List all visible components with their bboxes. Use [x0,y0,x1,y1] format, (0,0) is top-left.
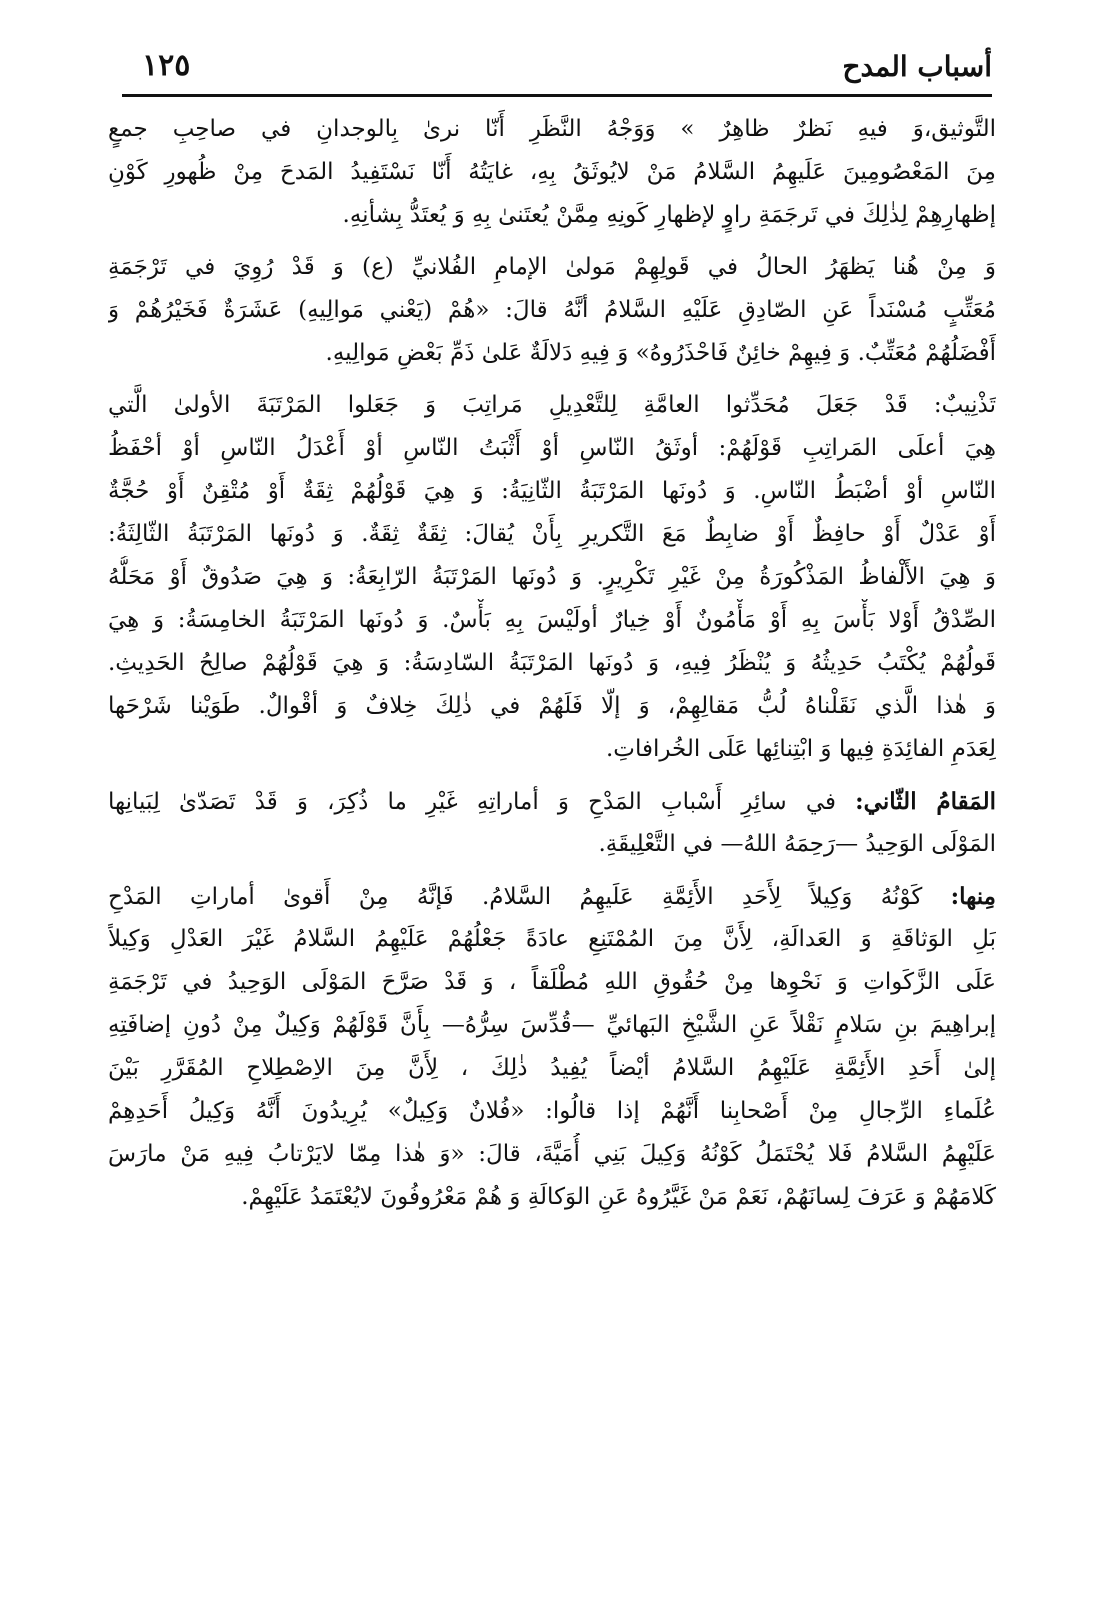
text-line: كَلامَهُمْ وَ عَرَفَ لِسانَهُمْ، نَعَمْ مَنْ غَيَّرُوهُ عَنِ الوَكالَةِ وَ هُمْ مَعْرُوفُونَ لايُعْتَمَدُ عَلَيْهِمْ. [241,1184,996,1210]
running-header [122,48,992,92]
text-line: عَلَى الزَّكَواتِ وَ نَحْوِها مِنْ حُقُوقِ اللهِ مُطْلَقاً ، وَ قَدْ صَرَّحَ المَوْلَى الوَحِيدُ في تَرْجَمَةِ [108,969,996,995]
text-line: لِعَدَمِ الفائِدَةِ فِيها وَ ابْتِنائِها عَلَى الخُرافاتِ. [606,736,996,762]
text-line: هِيَ أعلَى المَراتِبِ قَوْلَهُمْ: أوثَقُ النّاسِ أوْ أَثْبَتُ النّاسِ أوْ أَعْدَلُ النّاسِ أوْ أحْفَظُ [108,435,996,461]
text-line: المَقامُ الثّاني: في سائِرِ أَسْبابِ المَدْحِ وَ أماراتِهِ غَيْرِ ما ذُكِرَ، وَ قَدْ تَصَدّىٰ لِبَيانِها [108,788,996,815]
text-line: وَ مِنْ هُنا يَظهَرُ الحالُ في قَولِهِمْ مَولىٰ الإمامِ الفُلانيِّ (ع) وَ قَدْ رُوِيَ في تَرْجَمَةِ [108,254,996,280]
text-line: إلىٰ أَحَدِ الأَئِمَّةِ عَلَيْهِمُ السَّلامُ أيْضاً يُفِيدُ ذٰلِكَ ، لِأَنَّ مِنَ الاِصْطِلاحِ المُقَرَّرِ بَيْنَ [108,1055,996,1081]
paragraph [108,384,996,771]
paragraph [108,875,996,1219]
text-line: مُعَتِّبٍ مُسْنَداً عَنِ الصّادِقِ عَلَيْهِ السَّلامُ أنَّهُ قالَ: «هُمْ (يَعْني مَوالِيهِ) عَشَرَةٌ فَخَيْرُهُمْ وَ [108,297,996,323]
paragraph [108,108,996,237]
text-line: عُلَماءِ الرِّجالِ مِنْ أَصْحابِنا أَنَّهُمْ إذا قالُوا: «فُلانٌ وَكِيلٌ» يُرِيدُونَ أَنَّهُ وَكِيلُ أَحَدِهِمْ [108,1098,996,1124]
text-line: التَّوثيق،وَ فيهِ نَظرٌ ظاهِرٌ » وَوَجْهُ النَّظَرِ أَنّا نرىٰ بِالوجدانِ في صاحِبِ جمعٍ [108,116,996,142]
text-line: بَلِ الوَثاقَةِ وَ العَدالَةِ، لِأَنَّ مِنَ المُمْتَنِعِ عادَةً جَعْلُهُمْ عَلَيْهِمُ السَّلامُ غَيْرَ العَدْلِ وَكِيلاً [108,926,996,952]
text-line: مِنها: كَوْنُهُ وَكِيلاً لِأَحَدِ الأَئِمَّةِ عَلَيهِمُ السَّلامُ. فَإنَّهُ مِنْ أَقوىٰ أماراتِ المَدْحِ [108,883,996,910]
text-line: إبراهِيمَ بنِ سَلامٍ نَقْلاً عَنِ الشَّيْخِ البَهائيِّ —قُدِّسَ سِرُّهُ— بِأَنَّ قَوْلَهُمْ وَكِيلٌ مِنْ دُونِ إضافَتِهِ [108,1012,996,1038]
text-line: عَلَيْهِمُ السَّلامُ فَلا يُحْتَمَلُ كَوْنُهُ وَكِيلَ بَنِي أُمَيَّةَ، قالَ: «وَ هٰذا مِمّا لايَرْتابُ فِيهِ مَنْ مارَسَ [108,1141,996,1167]
text-line: إظهارِهِمْ لِذٰلِكَ في تَرجَمَةِ راوٍ لإظهارِ كَونِهِ مِمَّنْ يُعتَنىٰ بِهِ وَ يُعتَدُّ بِشأنِهِ. [342,202,996,228]
header-rule [122,94,992,97]
text-line: قَولُهُمْ يُكْتَبُ حَدِيثُهُ وَ يُنْظَرُ فِيهِ، وَ دُونَها المَرْتَبَةُ السّادِسَةُ: وَ هِيَ قَوْلُهُمْ صالِحُ الحَدِيثِ. [108,650,996,676]
paragraph [108,780,996,866]
page-number: ١٢٥ [142,48,191,83]
text-line: الصِّدْقُ أَوْلا بَأْسَ بِهِ أَوْ مَأْمُونٌ أَوْ خِيارٌ أولَيْسَ بِهِ بَأْسٌ. وَ دُونَها المَرْتَبَةُ الخامِسَةُ: وَ هِيَ [108,607,996,633]
body-text [108,108,996,1219]
text-line: أَوْ عَدْلٌ أَوْ حافِظٌ أَوْ ضابِطٌ مَعَ التَّكريرِ بِأَنْ يُقالَ: ثِقَةٌ ثِقَةٌ. وَ دُونَها المَرْتَبَةُ الثّالِثَةُ: [108,521,996,547]
text-line: المَوْلَى الوَحِيدُ —رَحِمَهُ اللهُ— في التَّعْلِيقَةِ. [598,831,996,857]
text-line: النّاسِ أوْ أضْبَطُ النّاسِ. وَ دُونَها المَرْتَبَةُ الثّانِيَةُ: وَ هِيَ قَوْلُهُمْ ثِقَةٌ أَوْ مُتْقِنٌ أَوْ حُجَّةٌ [108,478,996,504]
text-line: وَ هِيَ الأَلْفاظُ المَذْكُورَةُ مِنْ غَيْرِ تَكْرِيرٍ. وَ دُونَها المَرْتَبَةُ الرّابِعَةُ: وَ هِيَ صَدُوقٌ أَوْ مَحَلُّهُ [108,564,996,590]
text-line: أَفْضَلُهُمْ مُعَتِّبٌ. وَ فِيهِمْ خائِنٌ فَاحْذَرُوهُ» وَ فِيهِ دَلالَةٌ عَلىٰ ذَمِّ بَعْضِ مَوالِيهِ. [325,340,996,366]
section-heading: المَقامُ الثّاني: [855,788,996,815]
running-title: أسباب المدح [842,50,992,83]
text-line: مِنَ المَعْصُومِينَ عَلَيهِمُ السَّلامُ مَنْ لايُوثَقُ بِهِ، غايَتُهُ أَنّا نَسْتَفِيدُ المَدحَ مِنْ ظُهورِ كَوْنِ [108,159,996,185]
item-lead: مِنها: [950,883,996,910]
text-line: تَذْنِيبٌ: قَدْ جَعَلَ مُحَدِّثوا العامَّةِ لِلتَّعْدِيلِ مَراتِبَ وَ جَعَلوا المَرْتَبَةَ الأولىٰ الَّتي [108,392,996,418]
paragraph [108,246,996,375]
text-line: وَ هٰذا الَّذي نَقَلْناهُ لُبُّ مَقالِهِمْ، وَ إلّا فَلَهُمْ في ذٰلِكَ خِلافٌ وَ أقْوالٌ. طَوَيْنا شَرْحَها [108,693,996,719]
